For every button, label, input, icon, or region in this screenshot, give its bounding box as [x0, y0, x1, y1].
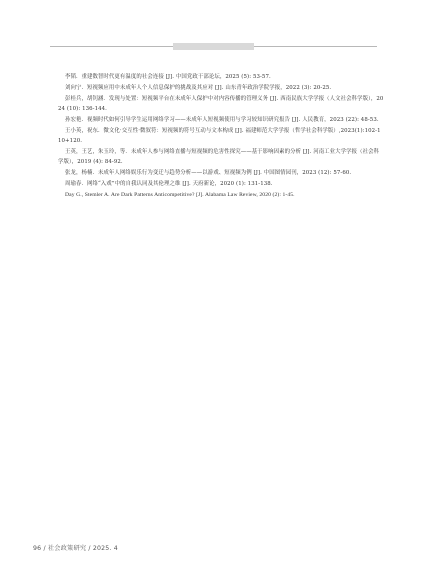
- reference-item: 周瑜春．网络“入戏”中的自我认同及其伦理之维 [J]. 天府新论，2020 (1): 131-138.: [65, 181, 273, 188]
- reference-item: 李韬．重建数智时代更有温度的社会连接 [J]. 中国党政干部论坛，2025 (5): 53-57.: [65, 74, 271, 80]
- reference-item: 彭桂兵，胡钊涵．发现与处置：短视频平台在未成年人保护中对内容传播的管理义务 [J]. 西南民族大学学报（人文社会科学版），2024 (10): 136-144.: [58, 96, 384, 112]
- page-footer: 96 / 社会政策研究 / 2025. 4: [33, 545, 118, 552]
- reference-item: Day G., Stemler A. Are Dark Patterns Anticompetitive? [J]. Alabama Law Review, 2020 (2): 1-45.: [65, 192, 295, 199]
- header-tab-block: [173, 43, 254, 50]
- reference-item: 王小英，祝东．微文化·交互性·微叙符：短视频的符号互动与文本构成 [J]. 福建师范大学学报（哲学社会科学版）,2023(1):102-110+120.: [58, 128, 381, 144]
- reference-item: 刘向宁．短视频应用中未成年人个人信息保护的挑战及其应对 [J]. 山东青年政治学院学报，2022 (3): 20-25.: [65, 85, 332, 92]
- reference-item: 张龙，杨楠．未成年人网络娱乐行为变迁与趋势分析——以游戏、短视频为例 [J]. 中国图情园刊，2023 (12): 57-60.: [65, 169, 352, 176]
- reference-item: 孙宏艳．视频时代如何引导学生运用网络学习——未成年人短视频使用与学习较知识研究报告 [J]. 人民教育，2023 (22): 48-53.: [65, 117, 379, 124]
- reference-list: [58, 73, 384, 202]
- reference-item: 王英，王艺，朱玉玲，等．未成年人参与网络直播与短视频的危害性探究——基于影响因素的分析 [J]. 河南工业大学学报（社会科学版），2019 (4): 84-92.: [58, 149, 380, 165]
